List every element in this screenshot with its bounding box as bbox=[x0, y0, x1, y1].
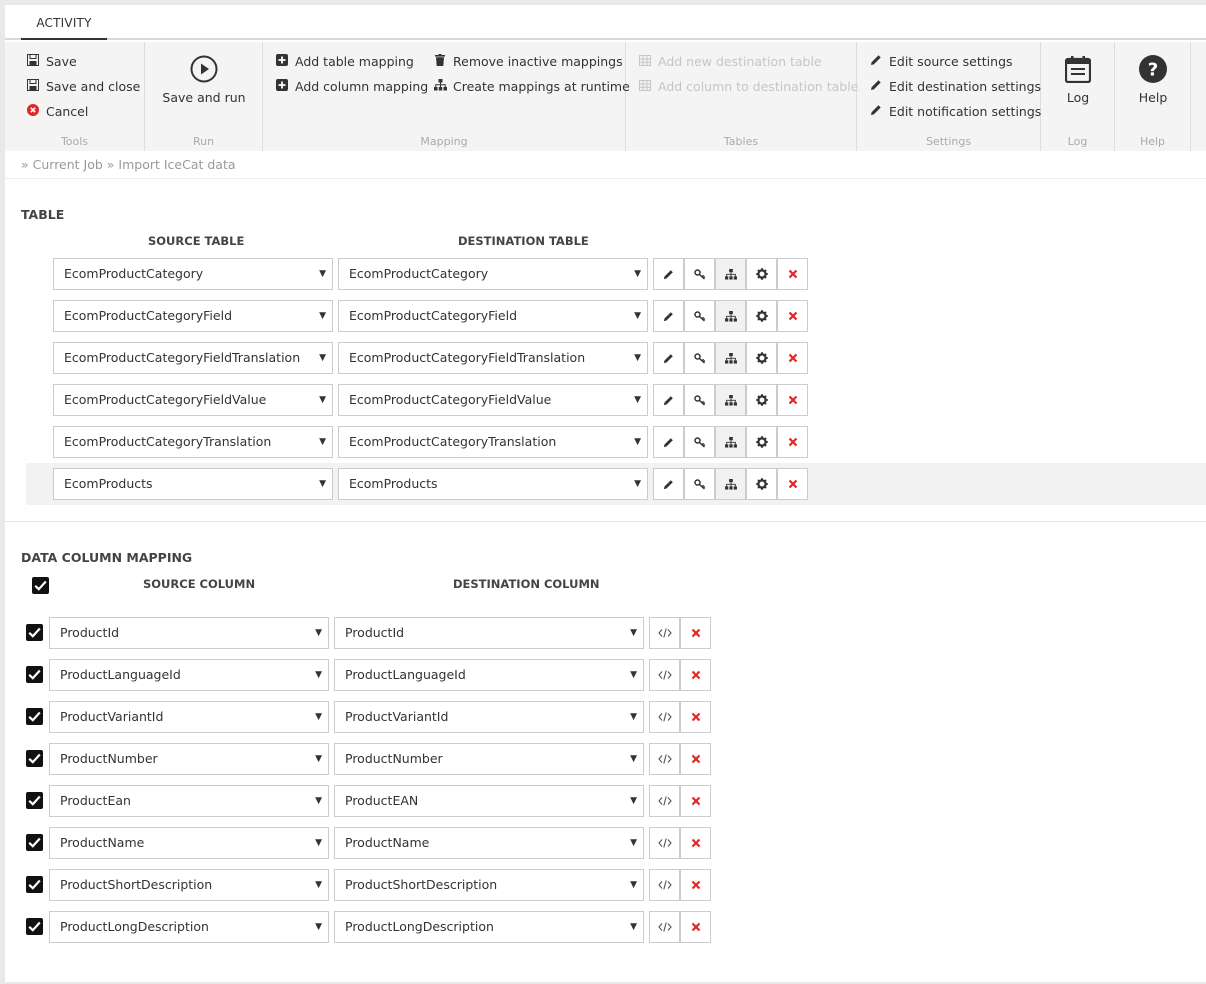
gear-icon bbox=[756, 394, 768, 406]
sitemap-button[interactable] bbox=[715, 342, 746, 374]
destination-table-select[interactable] bbox=[338, 342, 648, 374]
save-and-close-label: Save and close bbox=[46, 79, 141, 94]
destination-table-select[interactable] bbox=[338, 426, 648, 458]
caret-down-icon: ▼ bbox=[634, 311, 641, 321]
key-button[interactable] bbox=[684, 342, 715, 374]
destination-column-select[interactable] bbox=[334, 659, 644, 691]
source-column-select[interactable] bbox=[49, 869, 329, 901]
delete-button[interactable] bbox=[777, 426, 808, 458]
gear-button[interactable] bbox=[746, 384, 777, 416]
sitemap-icon bbox=[725, 395, 737, 406]
tab-activity[interactable]: ACTIVITY bbox=[21, 5, 107, 40]
checkmark-icon bbox=[28, 921, 41, 932]
source-column-value: ProductName bbox=[60, 835, 145, 850]
delete-button[interactable] bbox=[777, 384, 808, 416]
delete-icon bbox=[691, 628, 701, 638]
gear-button[interactable] bbox=[746, 468, 777, 500]
source-table-select[interactable] bbox=[53, 468, 333, 500]
destination-table-value: EcomProducts bbox=[349, 476, 438, 491]
caret-down-icon: ▼ bbox=[634, 437, 641, 447]
table-section-title: TABLE bbox=[21, 207, 65, 222]
tab-bar bbox=[5, 5, 1206, 40]
source-table-header: SOURCE TABLE bbox=[148, 234, 245, 248]
destination-table-select[interactable] bbox=[338, 384, 648, 416]
caret-down-icon: ▼ bbox=[630, 838, 637, 848]
sitemap-button[interactable] bbox=[715, 300, 746, 332]
floppy-disk-icon bbox=[26, 54, 40, 69]
add-table-mapping-button[interactable] bbox=[275, 54, 414, 69]
checkmark-icon bbox=[28, 837, 41, 848]
add-new-destination-table-button[interactable] bbox=[638, 54, 822, 69]
caret-down-icon: ▼ bbox=[634, 395, 641, 405]
code-button[interactable] bbox=[649, 743, 680, 775]
key-button[interactable] bbox=[684, 258, 715, 290]
sitemap-button[interactable] bbox=[715, 384, 746, 416]
cancel-circle-icon bbox=[26, 104, 40, 119]
caret-down-icon: ▼ bbox=[315, 880, 322, 890]
pencil-button[interactable] bbox=[653, 426, 684, 458]
delete-button[interactable] bbox=[680, 911, 711, 943]
sitemap-icon bbox=[725, 269, 737, 280]
source-column-select[interactable] bbox=[49, 659, 329, 691]
destination-table-select[interactable] bbox=[338, 468, 648, 500]
caret-down-icon: ▼ bbox=[315, 754, 322, 764]
gear-icon bbox=[756, 478, 768, 490]
checkmark-icon bbox=[34, 580, 47, 591]
code-icon bbox=[658, 628, 672, 638]
code-button[interactable] bbox=[649, 701, 680, 733]
key-button[interactable] bbox=[684, 300, 715, 332]
destination-table-select[interactable] bbox=[338, 300, 648, 332]
source-table-select[interactable] bbox=[53, 426, 333, 458]
source-column-value: ProductEan bbox=[60, 793, 131, 808]
ribbon-group-tools bbox=[5, 42, 145, 151]
destination-column-value: ProductLanguageId bbox=[345, 667, 466, 682]
destination-column-value: ProductName bbox=[345, 835, 430, 850]
ribbon-group-run bbox=[145, 42, 263, 151]
source-table-value: EcomProductCategoryFieldValue bbox=[64, 392, 267, 407]
source-table-value: EcomProductCategoryTranslation bbox=[64, 434, 272, 449]
pencil-button[interactable] bbox=[653, 258, 684, 290]
caret-down-icon: ▼ bbox=[315, 922, 322, 932]
caret-down-icon: ▼ bbox=[634, 353, 641, 363]
delete-button[interactable] bbox=[680, 743, 711, 775]
code-icon bbox=[658, 754, 672, 764]
destination-table-value: EcomProductCategoryTranslation bbox=[349, 434, 557, 449]
ribbon-group-tables bbox=[626, 42, 857, 151]
column-row-checkbox[interactable] bbox=[26, 708, 43, 725]
delete-icon bbox=[788, 395, 798, 405]
play-circle-icon bbox=[145, 55, 263, 86]
key-icon bbox=[694, 269, 706, 280]
source-column-select[interactable] bbox=[49, 617, 329, 649]
delete-button[interactable] bbox=[680, 617, 711, 649]
destination-table-select[interactable] bbox=[338, 258, 648, 290]
ribbon-caption-mapping: Mapping bbox=[420, 135, 468, 148]
source-table-value: EcomProductCategory bbox=[64, 266, 204, 281]
floppy-disk-icon bbox=[26, 79, 40, 94]
pencil-button[interactable] bbox=[653, 384, 684, 416]
source-column-select[interactable] bbox=[49, 701, 329, 733]
checkmark-icon bbox=[28, 669, 41, 680]
delete-button[interactable] bbox=[777, 258, 808, 290]
delete-icon bbox=[691, 922, 701, 932]
code-button[interactable] bbox=[649, 659, 680, 691]
select-all-checkbox[interactable] bbox=[32, 577, 49, 594]
delete-button[interactable] bbox=[680, 785, 711, 817]
gear-icon bbox=[756, 436, 768, 448]
caret-down-icon: ▼ bbox=[630, 880, 637, 890]
ribbon-group-help bbox=[1115, 42, 1191, 151]
column-row-checkbox[interactable] bbox=[26, 834, 43, 851]
key-icon bbox=[694, 311, 706, 322]
cancel-label: Cancel bbox=[46, 104, 89, 119]
caret-down-icon: ▼ bbox=[630, 712, 637, 722]
calendar-icon bbox=[1041, 55, 1115, 86]
cancel-button[interactable] bbox=[26, 104, 88, 119]
pencil-button[interactable] bbox=[653, 300, 684, 332]
caret-down-icon: ▼ bbox=[315, 670, 322, 680]
checkmark-icon bbox=[28, 711, 41, 722]
source-column-select[interactable] bbox=[49, 911, 329, 943]
delete-button[interactable] bbox=[680, 701, 711, 733]
destination-column-select[interactable] bbox=[334, 617, 644, 649]
delete-button[interactable] bbox=[777, 342, 808, 374]
sitemap-icon bbox=[433, 79, 447, 94]
help-label: Help bbox=[1138, 90, 1168, 105]
checkmark-icon bbox=[28, 627, 41, 638]
destination-column-value: ProductVariantId bbox=[345, 709, 449, 724]
destination-column-value: ProductNumber bbox=[345, 751, 443, 766]
ribbon-group-mapping bbox=[263, 42, 630, 151]
source-column-select[interactable] bbox=[49, 785, 329, 817]
checkmark-icon bbox=[28, 879, 41, 890]
log-button[interactable] bbox=[1041, 55, 1115, 105]
ribbon bbox=[5, 42, 1206, 151]
destination-column-value: ProductId bbox=[345, 625, 405, 640]
delete-icon bbox=[788, 353, 798, 363]
pencil-button[interactable] bbox=[653, 342, 684, 374]
ribbon-caption-settings: Settings bbox=[925, 135, 972, 148]
breadcrumb-divider bbox=[5, 178, 1206, 179]
pencil-button[interactable] bbox=[653, 468, 684, 500]
pencil-icon bbox=[869, 54, 883, 69]
source-table-select[interactable] bbox=[53, 384, 333, 416]
edit-destination-settings-label: Edit destination settings bbox=[889, 79, 1042, 94]
destination-column-value: ProductLongDescription bbox=[345, 919, 494, 934]
code-icon bbox=[658, 796, 672, 806]
code-icon bbox=[658, 712, 672, 722]
key-icon bbox=[694, 353, 706, 364]
source-table-select[interactable] bbox=[53, 300, 333, 332]
sitemap-icon bbox=[725, 353, 737, 364]
caret-down-icon: ▼ bbox=[315, 712, 322, 722]
ribbon-caption-tables: Tables bbox=[723, 135, 759, 148]
gear-button[interactable] bbox=[746, 426, 777, 458]
delete-icon bbox=[691, 796, 701, 806]
ribbon-caption-help: Help bbox=[1139, 135, 1166, 148]
add-table-mapping-label: Add table mapping bbox=[295, 54, 414, 69]
caret-down-icon: ▼ bbox=[634, 269, 641, 279]
source-column-value: ProductNumber bbox=[60, 751, 158, 766]
destination-column-value: ProductShortDescription bbox=[345, 877, 498, 892]
destination-column-select[interactable] bbox=[334, 785, 644, 817]
code-icon bbox=[658, 838, 672, 848]
key-icon bbox=[694, 395, 706, 406]
gear-button[interactable] bbox=[746, 258, 777, 290]
sitemap-icon bbox=[725, 437, 737, 448]
delete-icon bbox=[788, 269, 798, 279]
source-table-value: EcomProductCategoryField bbox=[64, 308, 233, 323]
pencil-icon bbox=[663, 479, 674, 490]
save-label: Save bbox=[46, 54, 77, 69]
caret-down-icon: ▼ bbox=[319, 311, 326, 321]
delete-button[interactable] bbox=[680, 869, 711, 901]
key-button[interactable] bbox=[684, 426, 715, 458]
pencil-icon bbox=[663, 437, 674, 448]
app-frame bbox=[5, 5, 1206, 982]
column-row-checkbox[interactable] bbox=[26, 876, 43, 893]
destination-column-header: DESTINATION COLUMN bbox=[453, 577, 600, 591]
delete-icon bbox=[691, 712, 701, 722]
delete-button[interactable] bbox=[680, 659, 711, 691]
destination-column-select[interactable] bbox=[334, 869, 644, 901]
gear-icon bbox=[756, 310, 768, 322]
destination-table-value: EcomProductCategoryFieldValue bbox=[349, 392, 552, 407]
pencil-icon bbox=[663, 269, 674, 280]
column-row-checkbox[interactable] bbox=[26, 918, 43, 935]
add-new-destination-table-label: Add new destination table bbox=[658, 54, 822, 69]
remove-inactive-mappings-button[interactable] bbox=[433, 54, 623, 69]
sitemap-icon bbox=[725, 479, 737, 490]
pencil-icon bbox=[663, 353, 674, 364]
column-row-checkbox[interactable] bbox=[26, 792, 43, 809]
source-table-select[interactable] bbox=[53, 258, 333, 290]
source-column-value: ProductVariantId bbox=[60, 709, 164, 724]
column-row-checkbox[interactable] bbox=[26, 624, 43, 641]
add-column-to-destination-table-label: Add column to destination table bbox=[658, 79, 859, 94]
delete-icon bbox=[788, 479, 798, 489]
source-table-select[interactable] bbox=[53, 342, 333, 374]
delete-icon bbox=[691, 838, 701, 848]
trash-icon bbox=[433, 54, 447, 69]
code-icon bbox=[658, 670, 672, 680]
source-column-header: SOURCE COLUMN bbox=[143, 577, 256, 591]
sitemap-icon bbox=[725, 311, 737, 322]
pencil-icon bbox=[663, 395, 674, 406]
create-mappings-at-runtime-button[interactable] bbox=[433, 79, 630, 94]
edit-notification-settings-button[interactable] bbox=[869, 104, 1041, 119]
caret-down-icon: ▼ bbox=[315, 628, 322, 638]
caret-down-icon: ▼ bbox=[319, 269, 326, 279]
source-column-select[interactable] bbox=[49, 743, 329, 775]
delete-icon bbox=[788, 311, 798, 321]
caret-down-icon: ▼ bbox=[630, 796, 637, 806]
add-column-to-destination-table-button[interactable] bbox=[638, 79, 858, 94]
pencil-icon bbox=[869, 104, 883, 119]
column-section-title: DATA COLUMN MAPPING bbox=[21, 550, 193, 565]
destination-column-select[interactable] bbox=[334, 911, 644, 943]
save-button[interactable] bbox=[26, 54, 77, 69]
add-column-mapping-button[interactable] bbox=[275, 79, 428, 94]
source-column-value: ProductLongDescription bbox=[60, 919, 209, 934]
key-button[interactable] bbox=[684, 468, 715, 500]
column-row-checkbox[interactable] bbox=[26, 750, 43, 767]
source-column-value: ProductShortDescription bbox=[60, 877, 213, 892]
code-button[interactable] bbox=[649, 869, 680, 901]
edit-destination-settings-button[interactable] bbox=[869, 79, 1041, 94]
save-and-close-button[interactable] bbox=[26, 79, 140, 94]
ribbon-caption-tools: Tools bbox=[60, 135, 89, 148]
delete-button[interactable] bbox=[680, 827, 711, 859]
ribbon-caption-log: Log bbox=[1067, 135, 1088, 148]
sitemap-button[interactable] bbox=[715, 426, 746, 458]
gear-icon bbox=[756, 352, 768, 364]
sitemap-button[interactable] bbox=[715, 258, 746, 290]
destination-table-header: DESTINATION TABLE bbox=[458, 234, 589, 248]
key-icon bbox=[694, 479, 706, 490]
caret-down-icon: ▼ bbox=[630, 754, 637, 764]
help-button[interactable] bbox=[1115, 55, 1191, 105]
delete-button[interactable] bbox=[777, 468, 808, 500]
destination-column-value: ProductEAN bbox=[345, 793, 419, 808]
svg-text:?: ? bbox=[1147, 59, 1159, 81]
caret-down-icon: ▼ bbox=[630, 922, 637, 932]
pencil-icon bbox=[663, 311, 674, 322]
delete-icon bbox=[691, 754, 701, 764]
destination-column-select[interactable] bbox=[334, 701, 644, 733]
ribbon-group-settings bbox=[857, 42, 1041, 151]
edit-source-settings-button[interactable] bbox=[869, 54, 1013, 69]
caret-down-icon: ▼ bbox=[630, 628, 637, 638]
delete-icon bbox=[788, 437, 798, 447]
edit-notification-settings-label: Edit notification settings bbox=[889, 104, 1042, 119]
source-table-value: EcomProductCategoryFieldTranslation bbox=[64, 350, 301, 365]
delete-icon bbox=[691, 670, 701, 680]
gear-icon bbox=[756, 268, 768, 280]
code-button[interactable] bbox=[649, 827, 680, 859]
caret-down-icon: ▼ bbox=[319, 353, 326, 363]
key-icon bbox=[694, 437, 706, 448]
caret-down-icon: ▼ bbox=[315, 796, 322, 806]
checkmark-icon bbox=[28, 795, 41, 806]
destination-column-select[interactable] bbox=[334, 827, 644, 859]
table-icon bbox=[638, 80, 652, 94]
remove-inactive-mappings-label: Remove inactive mappings bbox=[453, 54, 623, 69]
caret-down-icon: ▼ bbox=[319, 437, 326, 447]
delete-button[interactable] bbox=[777, 300, 808, 332]
code-icon bbox=[658, 922, 672, 932]
destination-table-value: EcomProductCategoryFieldTranslation bbox=[349, 350, 586, 365]
caret-down-icon: ▼ bbox=[634, 479, 641, 489]
code-button[interactable] bbox=[649, 911, 680, 943]
ribbon-group-log bbox=[1041, 42, 1115, 151]
add-column-mapping-label: Add column mapping bbox=[295, 79, 429, 94]
create-mappings-at-runtime-label: Create mappings at runtime bbox=[453, 79, 630, 94]
caret-down-icon: ▼ bbox=[319, 395, 326, 405]
gear-button[interactable] bbox=[746, 342, 777, 374]
plus-square-icon bbox=[275, 54, 289, 69]
delete-icon bbox=[691, 880, 701, 890]
gear-button[interactable] bbox=[746, 300, 777, 332]
save-and-run-button[interactable] bbox=[145, 55, 263, 105]
save-and-run-label: Save and run bbox=[162, 90, 246, 105]
code-button[interactable] bbox=[649, 617, 680, 649]
caret-down-icon: ▼ bbox=[315, 838, 322, 848]
ribbon-caption-run: Run bbox=[192, 135, 215, 148]
source-column-select[interactable] bbox=[49, 827, 329, 859]
table-icon bbox=[638, 55, 652, 69]
question-circle-icon bbox=[1115, 55, 1191, 86]
source-column-value: ProductId bbox=[60, 625, 120, 640]
caret-down-icon: ▼ bbox=[630, 670, 637, 680]
destination-table-value: EcomProductCategory bbox=[349, 266, 489, 281]
log-label: Log bbox=[1066, 90, 1090, 105]
destination-table-value: EcomProductCategoryField bbox=[349, 308, 518, 323]
edit-source-settings-label: Edit source settings bbox=[889, 54, 1013, 69]
column-row-checkbox[interactable] bbox=[26, 666, 43, 683]
section-divider bbox=[5, 521, 1206, 522]
sitemap-button[interactable] bbox=[715, 468, 746, 500]
pencil-icon bbox=[869, 79, 883, 94]
key-button[interactable] bbox=[684, 384, 715, 416]
code-icon bbox=[658, 880, 672, 890]
destination-column-select[interactable] bbox=[334, 743, 644, 775]
checkmark-icon bbox=[28, 753, 41, 764]
plus-square-icon bbox=[275, 79, 289, 94]
code-button[interactable] bbox=[649, 785, 680, 817]
caret-down-icon: ▼ bbox=[319, 479, 326, 489]
breadcrumb[interactable]: » Current Job » Import IceCat data bbox=[21, 157, 236, 172]
source-column-value: ProductLanguageId bbox=[60, 667, 181, 682]
source-table-value: EcomProducts bbox=[64, 476, 153, 491]
